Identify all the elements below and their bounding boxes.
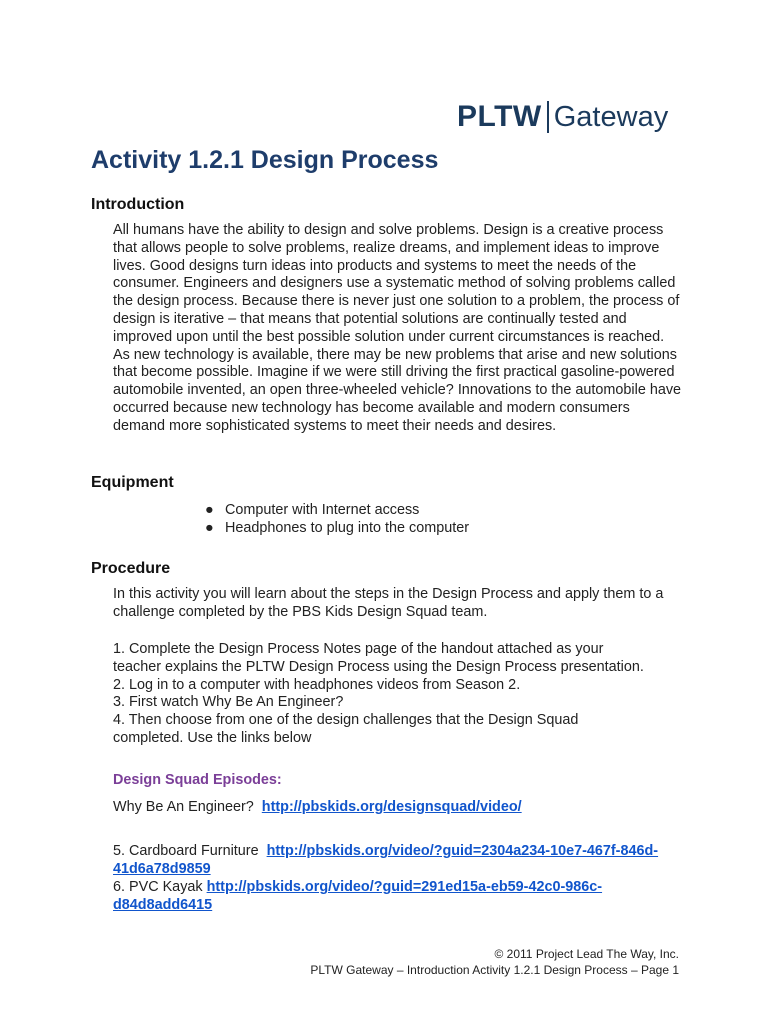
pltw-gateway-logo — [457, 100, 668, 134]
procedure-heading: Procedure — [91, 560, 171, 577]
logo-divider — [547, 101, 549, 133]
step5-label: 5. Cardboard Furniture — [113, 843, 259, 859]
cardboard-furniture-link[interactable]: http://pbskids.org/video/?guid=2304a234-10e7-467f-846d-41d6a78d9859 — [113, 843, 659, 877]
pvc-kayak-link[interactable]: http://pbskids.org/video/?guid=291ed15a-eb59-42c0-986c-d84d8add6415 — [113, 879, 603, 913]
footer-page-line: PLTW Gateway – Introduction Activity 1.2.1 Design Process – Page 1 — [310, 962, 679, 977]
equipment-item: Headphones to plug into the computer — [225, 520, 470, 536]
why-engineer-link[interactable]: http://pbskids.org/designsquad/video/ — [261, 799, 522, 815]
why-engineer-label: Why Be An Engineer? — [113, 799, 254, 815]
step6-label: 6. PVC Kayak — [113, 879, 203, 895]
step-line: teacher explains the PLTW Design Process using the Design Process presentation. — [113, 658, 644, 675]
page-footer — [310, 947, 679, 978]
equipment-item: Computer with Internet access — [225, 502, 420, 518]
list-item — [205, 501, 469, 519]
procedure-intro: In this activity you will learn about the steps in the Design Process and apply them to a challenge completed by the PBS Kids Design Squad team. — [113, 586, 664, 620]
bullet-icon: ● — [205, 502, 214, 518]
step-line: completed. Use the links below — [113, 729, 312, 746]
page-title: Activity 1.2.1 Design Process — [91, 146, 439, 174]
step-line: 1. Complete the Design Process Notes page of the handout attached as your — [113, 641, 604, 657]
logo-brand: PLTW — [457, 100, 542, 133]
introduction-heading: Introduction — [91, 196, 185, 213]
bullet-icon: ● — [205, 520, 214, 536]
procedure-steps — [113, 641, 693, 748]
why-engineer-line — [113, 799, 673, 817]
introduction-text: All humans have the ability to design and solve problems. Design is a creative process that allows people to solve problems, realize dreams, and implement ideas to improve lives. Good designs turn ideas into products and systems to meet the needs of the consumer. Engineers and designers use a systematic method of solving problems called the design process. Because there is never just one solution to a problem, the process of design is iterative – that means that potential solutions are continually tested and improved upon until the best possible solution under current circumstances is reached. As new technology is available, there may be new problems that arise and new solutions that become possible. Imagine if we were still driving the first practical gasoline-powered automobile invented, an open three-wheeled vehicle? Innovations to the automobile have occurred because new technology has become available and modern consumers demand more sophisticated systems to meet their needs and desires. — [113, 222, 682, 434]
equipment-heading: Equipment — [91, 474, 174, 491]
episodes-heading: Design Squad Episodes: — [113, 772, 282, 788]
step6-line — [113, 879, 673, 915]
footer-copyright: © 2011 Project Lead The Way, Inc. — [494, 947, 679, 961]
step-line: 3. First watch Why Be An Engineer? — [113, 694, 344, 711]
equipment-list — [205, 501, 469, 537]
step-line: 4. Then choose from one of the design challenges that the Design Squad — [113, 712, 579, 729]
logo-product: Gateway — [553, 100, 669, 133]
list-item — [205, 519, 469, 537]
step5-line — [113, 843, 673, 879]
step-line: 2. Log in to a computer with headphones videos from Season 2. — [113, 676, 521, 693]
